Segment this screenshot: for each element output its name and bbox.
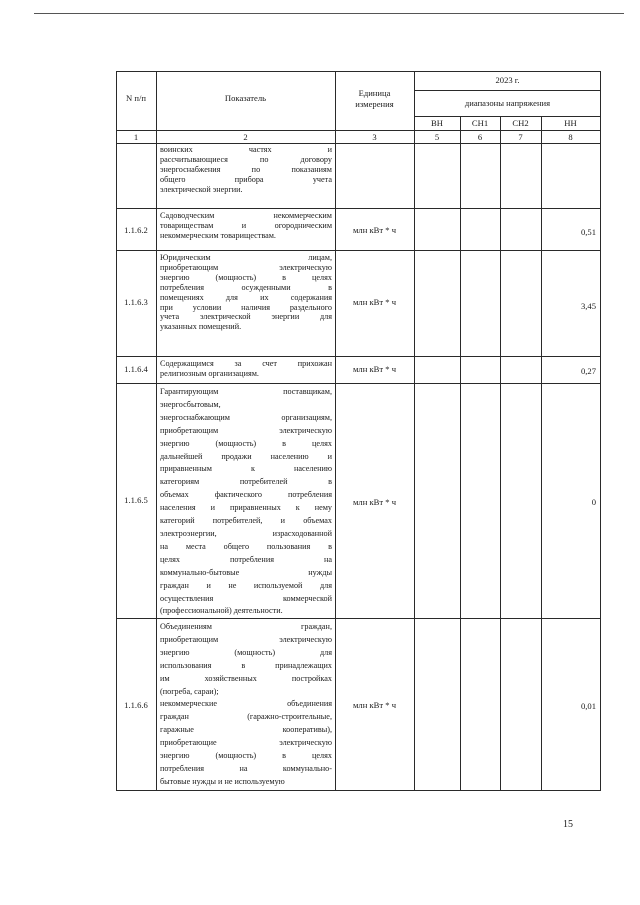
row-number: 1.1.6.2 bbox=[124, 225, 148, 235]
header-indicator: Показатель bbox=[224, 93, 267, 103]
vline-sn1 bbox=[500, 116, 501, 791]
row-number: 1.1.6.4 bbox=[124, 364, 148, 374]
header-unit-2: измерения bbox=[355, 99, 394, 109]
hline-year bbox=[414, 90, 601, 91]
vline-indicator bbox=[335, 71, 336, 791]
hline-top bbox=[116, 71, 601, 72]
vline-vn bbox=[460, 116, 461, 791]
vline-unit bbox=[414, 71, 415, 791]
row-unit: млн кВт * ч bbox=[352, 225, 397, 235]
header-year: 2023 г. bbox=[495, 75, 520, 85]
col-number: 7 bbox=[518, 132, 523, 142]
vline-no bbox=[156, 71, 157, 791]
row-number: 1.1.6.6 bbox=[124, 700, 148, 710]
hline-bottom bbox=[116, 790, 601, 791]
header-ranges: диапазоны напряжения bbox=[464, 98, 551, 108]
col-number: 2 bbox=[243, 132, 248, 142]
hline-row3 bbox=[116, 356, 601, 357]
row-description: Объединениям граждан, приобретающим электрическую энергию (мощность) для использования в принадлежащих им хозяйственных постройках (погреба, сараи); некоммерческие объединения граждан (гаражно-строительные, гаражные кооперативы), приобретающие электрическую энергию (мощность) в целях потребления на коммунально- бытовые нужды и не используемую bbox=[160, 622, 332, 786]
col-number: 6 bbox=[477, 132, 483, 142]
row-unit: млн кВт * ч bbox=[352, 297, 397, 307]
header-unit-1: Единица bbox=[358, 88, 391, 98]
row-description: воинских частях и рассчитывающиеся по договору энергоснабжения по показаниям общего прибора учета электрической энергии. bbox=[160, 145, 332, 194]
col-number: 3 bbox=[372, 132, 377, 142]
header-level-vn: ВН bbox=[431, 118, 443, 128]
col-number: 8 bbox=[568, 132, 573, 142]
col-number: 1 bbox=[133, 132, 139, 142]
row-unit: млн кВт * ч bbox=[352, 364, 397, 374]
page-number: 15 bbox=[563, 819, 573, 830]
row-value-nn: 0,01 bbox=[580, 701, 596, 711]
row-description: Гарантирующим поставщикам, энергосбытовым, энергоснабжающим организациям, приобретающим электрическую энергию (мощность) в целях дальнейшей продажи населению и приравненным к населению категориям потребителей в объемах фактического потребления населения и приравненных к нему категорий потребителей, и объемах электроэнергии, израсходованной на места общего пользования в целях потребления на коммунально-бытовые нужды граждан и не используемой для осуществления коммерческой (профессиональной) деятельности. bbox=[160, 387, 332, 616]
row-value-nn: 0 bbox=[591, 497, 596, 507]
row-unit: млн кВт * ч bbox=[352, 700, 397, 710]
header-level-sn2: СН2 bbox=[512, 118, 529, 128]
vline-sn2 bbox=[541, 116, 542, 791]
row-description: Юридическим лицам, приобретающим электрическую энергию (мощность) в целях потребления осужденными в помещениях для их содержания при условии наличия раздельного учета электрической энергии для указанных помещений. bbox=[160, 253, 332, 332]
hline-row4 bbox=[116, 383, 601, 384]
row-value-nn: 3,45 bbox=[580, 301, 596, 311]
row-description: Содержащимся за счет прихожан религиозным организациям. bbox=[160, 359, 332, 378]
header-no: N п/п bbox=[126, 93, 146, 103]
hline-row2 bbox=[116, 250, 601, 251]
vline-right bbox=[600, 71, 601, 791]
vline-left bbox=[116, 71, 117, 791]
hline-row1 bbox=[116, 208, 601, 209]
hline-ranges bbox=[414, 116, 601, 117]
col-number: 5 bbox=[434, 132, 440, 142]
row-description: Садоводческим некоммерческим товариществам и огородническим некоммерческим товариществам. bbox=[160, 211, 332, 240]
header-level-nn: НН bbox=[564, 118, 577, 128]
row-number: 1.1.6.3 bbox=[124, 297, 148, 307]
hline-header-bottom bbox=[116, 130, 601, 131]
row-value-nn: 0,51 bbox=[580, 227, 596, 237]
header-level-sn1: СН1 bbox=[471, 118, 489, 128]
hline-colnums-bottom bbox=[116, 143, 601, 144]
row-value-nn: 0,27 bbox=[580, 366, 596, 376]
row-number: 1.1.6.5 bbox=[124, 495, 148, 505]
row-unit: млн кВт * ч bbox=[352, 497, 397, 507]
